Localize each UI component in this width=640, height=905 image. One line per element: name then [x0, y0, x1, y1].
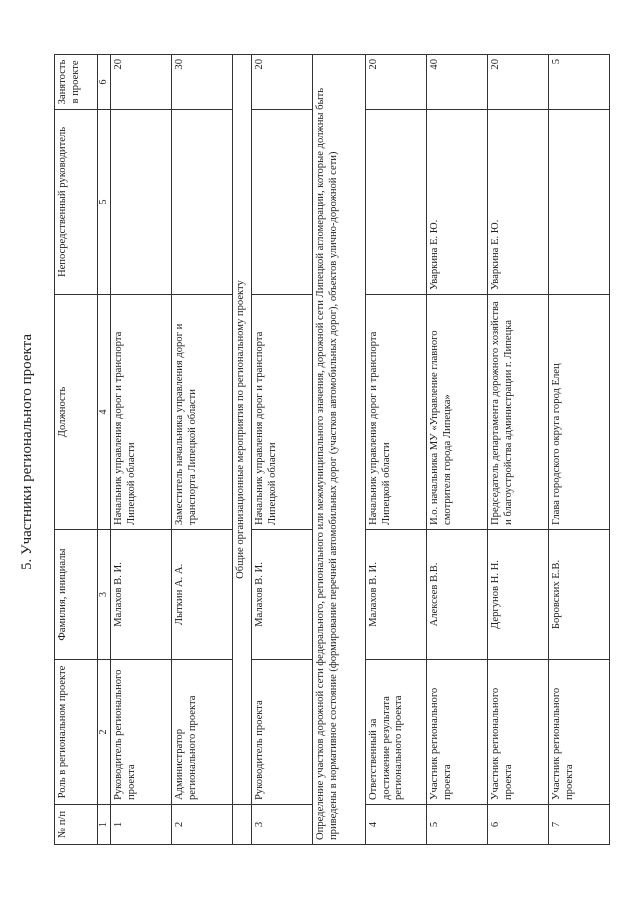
- name-cell: Алексеев В.В.: [427, 530, 488, 660]
- role-cell: Руководитель проекта: [252, 660, 313, 805]
- name-cell: Малахов В. И.: [252, 530, 313, 660]
- column-number: 4: [98, 295, 111, 530]
- position-cell: И.о. начальника МУ «Управление главного смотрителя города Липецка»: [427, 295, 488, 530]
- manager-cell: Уваркина Е. Ю.: [488, 110, 549, 295]
- row-number: 3: [252, 805, 313, 845]
- name-cell: Дергунов Н. Н.: [488, 530, 549, 660]
- role-cell: Участник регионального проекта: [488, 660, 549, 805]
- section-row: [313, 55, 366, 845]
- table-row: [488, 55, 549, 845]
- table-row: [366, 55, 427, 845]
- manager-cell: [366, 110, 427, 295]
- row-number: 6: [488, 805, 549, 845]
- load-cell: 20: [252, 55, 313, 110]
- row-number: 4: [366, 805, 427, 845]
- role-cell: Ответственный за достижение результата регионального проекта: [366, 660, 427, 805]
- column-number: 2: [98, 660, 111, 805]
- load-cell: 20: [111, 55, 172, 110]
- header-cell: Непосредственный руководитель: [55, 110, 98, 295]
- manager-cell: [549, 110, 610, 295]
- load-cell: 30: [172, 55, 233, 110]
- table-row: [549, 55, 610, 845]
- participants-table: [54, 54, 610, 845]
- position-cell: Глава городского округа город Елец: [549, 295, 610, 530]
- table-row: [427, 55, 488, 845]
- column-number: 5: [98, 110, 111, 295]
- name-cell: Лыткин А. А.: [172, 530, 233, 660]
- position-cell: Заместитель начальника управления дорог и транспорта Липецкой области: [172, 295, 233, 530]
- column-number: 3: [98, 530, 111, 660]
- row-number: 2: [172, 805, 233, 845]
- name-cell: Боровских Е.В.: [549, 530, 610, 660]
- subsection-row: [233, 55, 252, 845]
- header-cell: Роль в региональном проекте: [55, 660, 98, 805]
- column-number-row: [98, 55, 111, 845]
- manager-cell: [252, 110, 313, 295]
- row-number: 7: [549, 805, 610, 845]
- position-cell: Начальник управления дорог и транспорта Липецкой области: [111, 295, 172, 530]
- manager-cell: Уваркина Е. Ю.: [427, 110, 488, 295]
- position-cell: Председатель департамента дорожного хозяйства и благоустройства администрации г. Липецка: [488, 295, 549, 530]
- load-cell: 5: [549, 55, 610, 110]
- table-row: [252, 55, 313, 845]
- load-cell: 40: [427, 55, 488, 110]
- row-number: 1: [111, 805, 172, 845]
- row-number: 5: [427, 805, 488, 845]
- name-cell: Малахов В. И.: [111, 530, 172, 660]
- role-cell: Руководитель регионального проекта: [111, 660, 172, 805]
- header-cell: Фамилия, инициалы: [55, 530, 98, 660]
- section-title: Определение участков дорожной сети федерального, регионального или межмуниципального значения, дорожной сети Липецкой агломерации, которые должны быть приведены в нормативное состояние (формирование перечней автомобильных дорог (участков автомобильных дорог), объектов улично-дорожной сети): [313, 55, 366, 845]
- position-cell: Начальник управления дорог и транспорта Липецкой области: [252, 295, 313, 530]
- manager-cell: [111, 110, 172, 295]
- subsection-title: Общие организационные мероприятия по региональному проекту: [233, 55, 252, 805]
- header-cell: Должность: [55, 295, 98, 530]
- header-cell: Занятость в проекте: [55, 55, 98, 110]
- name-cell: Малахов В. И.: [366, 530, 427, 660]
- manager-cell: [172, 110, 233, 295]
- table-row: [172, 55, 233, 845]
- header-row: [55, 55, 98, 845]
- column-number: 6: [98, 55, 111, 110]
- page-title: 5. Участники регионального проекта: [19, 333, 35, 571]
- column-number: 1: [98, 805, 111, 845]
- participants-table-wrapper: [54, 55, 609, 845]
- position-cell: Начальник управления дорог и транспорта Липецкой области: [366, 295, 427, 530]
- role-cell: Участник регионального проекта: [549, 660, 610, 805]
- role-cell: Участник регионального проекта: [427, 660, 488, 805]
- load-cell: 20: [366, 55, 427, 110]
- table-row: [111, 55, 172, 845]
- load-cell: 20: [488, 55, 549, 110]
- header-cell: № п/п: [55, 805, 98, 845]
- role-cell: Администратор регионального проекта: [172, 660, 233, 805]
